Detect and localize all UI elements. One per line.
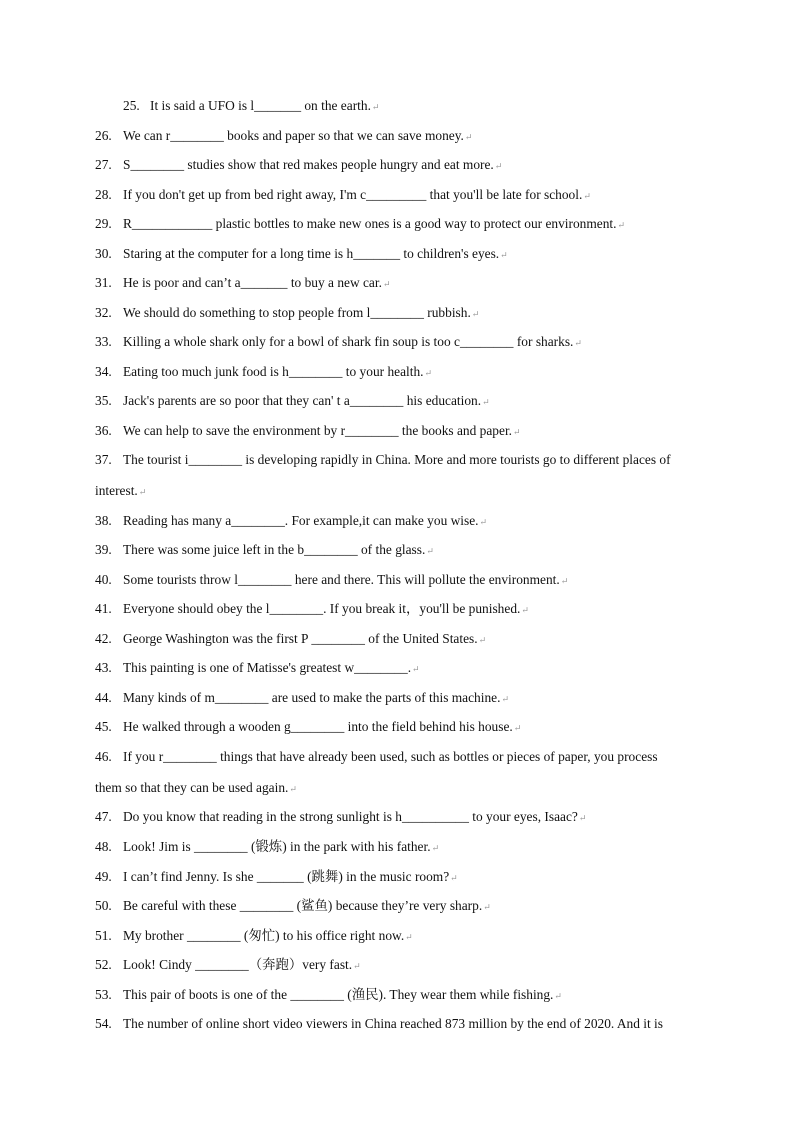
question-number: 28.: [95, 187, 112, 202]
question-38: [95, 512, 725, 531]
question-text: Reading has many a________. For example,it can make you wise.: [123, 513, 479, 528]
question-text: It is said a UFO is l_______ on the earth.: [150, 98, 371, 113]
question-text: The tourist i________ is developing rapidly in China. More and more tourists go to different places of: [123, 452, 671, 467]
question-31: [95, 274, 725, 293]
question-number: 37.: [95, 452, 112, 467]
question-text: I can’t find Jenny. Is she _______ (跳舞) in the music room?: [123, 869, 450, 884]
question-text: Everyone should obey the l________. If you break it，you'll be punished.: [123, 601, 521, 616]
question-36: [95, 422, 725, 441]
question-25: [123, 97, 753, 116]
question-text: Look! Cindy ________（奔跑）very fast.: [123, 957, 353, 972]
paragraph-mark-icon: ↵: [479, 517, 488, 527]
question-26: [95, 127, 725, 146]
question-number: 43.: [95, 660, 112, 675]
question-37: [95, 451, 725, 469]
question-27: [95, 156, 725, 175]
paragraph-mark-icon: ↵: [521, 605, 529, 615]
question-number: 52.: [95, 957, 112, 972]
question-42: [95, 630, 725, 649]
question-text: He walked through a wooden g________ into the field behind his house.: [123, 719, 513, 734]
question-text: interest.: [95, 483, 138, 498]
question-number: 50.: [95, 898, 112, 913]
question-number: 54.: [95, 1016, 112, 1031]
question-number: 33.: [95, 334, 112, 349]
question-number: 26.: [95, 128, 112, 143]
question-53: [95, 986, 725, 1005]
question-44: [95, 689, 725, 708]
paragraph-mark-icon: ↵: [494, 161, 503, 171]
question-number: 51.: [95, 928, 112, 943]
question-text: Killing a whole shark only for a bowl of shark fin soup is too c________ for sharks.: [123, 334, 574, 349]
paragraph-mark-icon: ↵: [478, 635, 487, 645]
question-text: This painting is one of Matisse's greatest w________.: [123, 660, 412, 675]
question-text: My brother ________ (匆忙) to his office right now.: [123, 928, 405, 943]
question-number: 25.: [123, 98, 140, 113]
paragraph-mark-icon: ↵: [382, 279, 391, 289]
question-41: [95, 600, 725, 619]
question-number: 53.: [95, 987, 112, 1002]
question-number: 32.: [95, 305, 112, 320]
paragraph-mark-icon: ↵: [289, 784, 297, 794]
question-50: [95, 897, 725, 916]
question-37-continued: [95, 482, 725, 501]
question-number: 41.: [95, 601, 112, 616]
question-52: [95, 956, 725, 975]
question-number: 27.: [95, 157, 112, 172]
question-number: 36.: [95, 423, 112, 438]
question-text: This pair of boots is one of the ________ (渔民). They wear them while fishing.: [123, 987, 554, 1002]
question-number: 39.: [95, 542, 112, 557]
paragraph-mark-icon: ↵: [431, 843, 440, 853]
question-number: 45.: [95, 719, 112, 734]
question-number: 47.: [95, 809, 112, 824]
question-text: Some tourists throw l________ here and there. This will pollute the environment.: [123, 572, 560, 587]
paragraph-mark-icon: ↵: [471, 309, 480, 319]
paragraph-mark-icon: ↵: [500, 250, 508, 260]
paragraph-mark-icon: ↵: [578, 813, 587, 823]
question-text: George Washington was the first P ________ of the United States.: [123, 631, 478, 646]
paragraph-mark-icon: ↵: [138, 487, 147, 497]
paragraph-mark-icon: ↵: [583, 191, 591, 201]
question-number: 29.: [95, 216, 112, 231]
question-47: [95, 808, 725, 827]
question-number: 40.: [95, 572, 112, 587]
question-48: [95, 838, 725, 857]
question-28: [95, 186, 725, 205]
question-54: [95, 1015, 725, 1033]
paragraph-mark-icon: ↵: [483, 902, 491, 912]
paragraph-mark-icon: ↵: [450, 873, 458, 883]
question-text: Look! Jim is ________ (锻炼) in the park with his father.: [123, 839, 431, 854]
question-number: 30.: [95, 246, 112, 261]
question-text: Jack's parents are so poor that they can' t a________ his education.: [123, 393, 482, 408]
question-46-continued: [95, 779, 725, 798]
paragraph-mark-icon: ↵: [560, 576, 569, 586]
question-45: [95, 718, 725, 737]
question-43: [95, 659, 725, 678]
question-text: Many kinds of m________ are used to make the parts of this machine.: [123, 690, 501, 705]
question-39: [95, 541, 725, 560]
question-text: We should do something to stop people from l________ rubbish.: [123, 305, 471, 320]
paragraph-mark-icon: ↵: [353, 961, 361, 971]
paragraph-mark-icon: ↵: [513, 723, 522, 733]
question-35: [95, 392, 725, 411]
question-51: [95, 927, 725, 946]
question-number: 42.: [95, 631, 112, 646]
question-number: 38.: [95, 513, 112, 528]
question-text: We can r________ books and paper so that we can save money.: [123, 128, 464, 143]
question-33: [95, 333, 725, 352]
paragraph-mark-icon: ↵: [617, 220, 626, 230]
question-29: [95, 215, 725, 234]
question-number: 46.: [95, 749, 112, 764]
paragraph-mark-icon: ↵: [513, 427, 521, 437]
question-text: S________ studies show that red makes people hungry and eat more.: [123, 157, 494, 172]
question-number: 35.: [95, 393, 112, 408]
question-text: There was some juice left in the b________ of the glass.: [123, 542, 426, 557]
question-number: 44.: [95, 690, 112, 705]
paragraph-mark-icon: ↵: [501, 694, 510, 704]
paragraph-mark-icon: ↵: [574, 338, 582, 348]
question-text: them so that they can be used again.: [95, 780, 289, 795]
question-number: 49.: [95, 869, 112, 884]
paragraph-mark-icon: ↵: [405, 932, 413, 942]
question-34: [95, 363, 725, 382]
paragraph-mark-icon: ↵: [424, 368, 433, 378]
question-text: R____________ plastic bottles to make new ones is a good way to protect our environment.: [123, 216, 617, 231]
question-number: 34.: [95, 364, 112, 379]
paragraph-mark-icon: ↵: [412, 664, 420, 674]
paragraph-mark-icon: ↵: [464, 132, 473, 142]
question-text: Do you know that reading in the strong sunlight is h__________ to your eyes, Isaac?: [123, 809, 578, 824]
question-text: If you r________ things that have already been used, such as bottles or pieces of paper, you process: [123, 749, 658, 764]
question-text: The number of online short video viewers in China reached 873 million by the end of 2020. And it is: [123, 1016, 663, 1031]
paragraph-mark-icon: ↵: [426, 546, 434, 556]
question-32: [95, 304, 725, 323]
question-text: If you don't get up from bed right away, I'm c_________ that you'll be late for school.: [123, 187, 583, 202]
question-46: [95, 748, 725, 766]
paragraph-mark-icon: ↵: [482, 397, 490, 407]
question-text: He is poor and can’t a_______ to buy a new car.: [123, 275, 382, 290]
paragraph-mark-icon: ↵: [371, 102, 380, 112]
question-40: [95, 571, 725, 590]
question-text: We can help to save the environment by r________ the books and paper.: [123, 423, 513, 438]
question-number: 31.: [95, 275, 112, 290]
question-text: Eating too much junk food is h________ to your health.: [123, 364, 424, 379]
question-number: 48.: [95, 839, 112, 854]
question-text: Be careful with these ________ (鲨鱼) because they’re very sharp.: [123, 898, 483, 913]
question-text: Staring at the computer for a long time is h_______ to children's eyes.: [123, 246, 500, 261]
question-49: [95, 868, 725, 887]
question-30: [95, 245, 725, 264]
paragraph-mark-icon: ↵: [554, 991, 562, 1001]
